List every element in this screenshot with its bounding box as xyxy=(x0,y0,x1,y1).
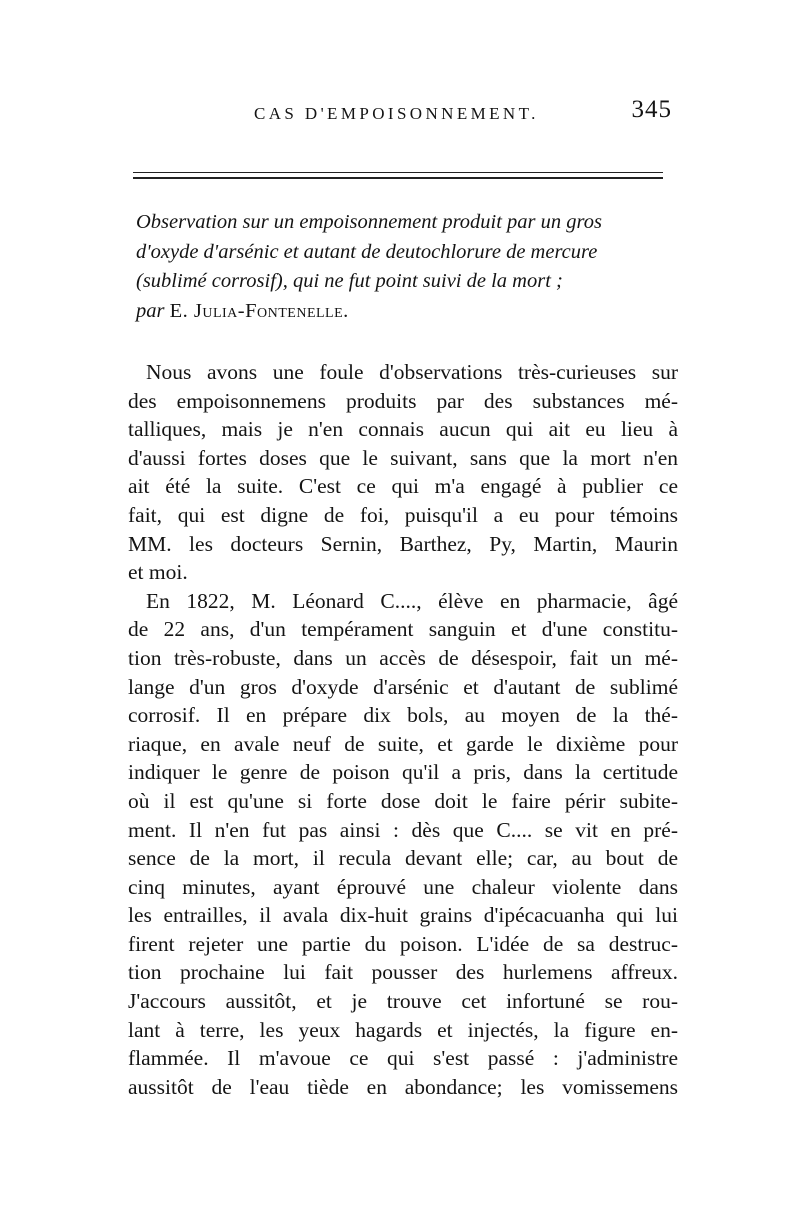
title-line: Observation sur un empoisonnement produit par un gros xyxy=(136,211,602,233)
text-line: d'aussi fortes doses que le suivant, sans que la mort n'en xyxy=(128,445,678,470)
text-line: tion prochaine lui fait pousser des hurlemens affreux. xyxy=(128,960,678,985)
text-line: ait été la suite. C'est ce qui m'a engagé à publier ce xyxy=(128,474,678,499)
text-line: En 1822, M. Léonard C...., élève en pharmacie, âgé xyxy=(146,588,678,613)
text-line: sence de la mort, il recula devant elle; car, au bout de xyxy=(128,846,678,871)
text-line: les entrailles, il avala dix-huit grains d'ipécacuanha qui lui xyxy=(128,903,678,928)
text-line: lant à terre, les yeux hagards et injectés, la figure en- xyxy=(128,1017,678,1042)
text-line: Nous avons une foule d'observations très-curieuses sur xyxy=(146,360,678,384)
text-line: des empoisonnemens produits par des substances mé- xyxy=(128,388,678,413)
running-title: CAS D'EMPOISONNEMENT. xyxy=(254,104,539,123)
text-line: tion très-robuste, dans un accès de désespoir, fait un mé- xyxy=(128,645,678,670)
header-rule-thick xyxy=(133,177,663,179)
text-line: flammée. Il m'avoue ce qui s'est passé : j'administre xyxy=(128,1046,678,1071)
body-text xyxy=(128,358,678,1101)
text-line: corrosif. Il en prépare dix bols, au moyen de la thé- xyxy=(128,703,678,728)
author-line xyxy=(136,297,676,327)
author-name: E. Julia-Fontenelle. xyxy=(169,299,349,322)
header-rule-thin xyxy=(133,172,663,173)
text-line: indiquer le genre de poison qu'il a pris, dans la certitude xyxy=(128,760,678,785)
title-line: d'oxyde d'arsénic et autant de deutochlorure de mercure xyxy=(136,240,598,263)
text-line: firent rejeter une partie du poison. L'idée de sa destruc- xyxy=(128,931,678,956)
text-line: où il est qu'une si forte dose doit le faire périr subite- xyxy=(128,788,678,813)
text-line: riaque, en avale neuf de suite, et garde le dixième pour xyxy=(128,731,678,756)
running-head xyxy=(128,98,672,134)
author-prefix: par xyxy=(136,299,165,322)
text-line: talliques, mais je n'en connais aucun qui ait eu lieu à xyxy=(128,417,678,442)
text-line: aussitôt de l'eau tiède en abondance; les vomissemens xyxy=(128,1074,678,1099)
text-line: lange d'un gros d'oxyde d'arsénic et d'autant de sublimé xyxy=(128,674,678,699)
page-number: 345 xyxy=(631,96,672,123)
title-line: (sublimé corrosif), qui ne fut point suivi de la mort ; xyxy=(136,270,563,292)
text-line: de 22 ans, d'un tempérament sanguin et d'une constitu- xyxy=(128,617,678,642)
text-line: J'accours aussitôt, et je trouve cet infortuné se rou- xyxy=(128,989,678,1014)
text-line: MM. les docteurs Sernin, Barthez, Py, Martin, Maurin xyxy=(128,531,678,556)
text-line: cinq minutes, ayant éprouvé une chaleur violente dans xyxy=(128,874,678,899)
text-line: ment. Il n'en fut pas ainsi : dès que C.... se vit en pré- xyxy=(128,817,678,842)
text-line: fait, qui est digne de foi, puisqu'il a eu pour témoins xyxy=(128,502,678,527)
text-line: et moi. xyxy=(128,560,188,585)
article-title xyxy=(136,208,676,326)
